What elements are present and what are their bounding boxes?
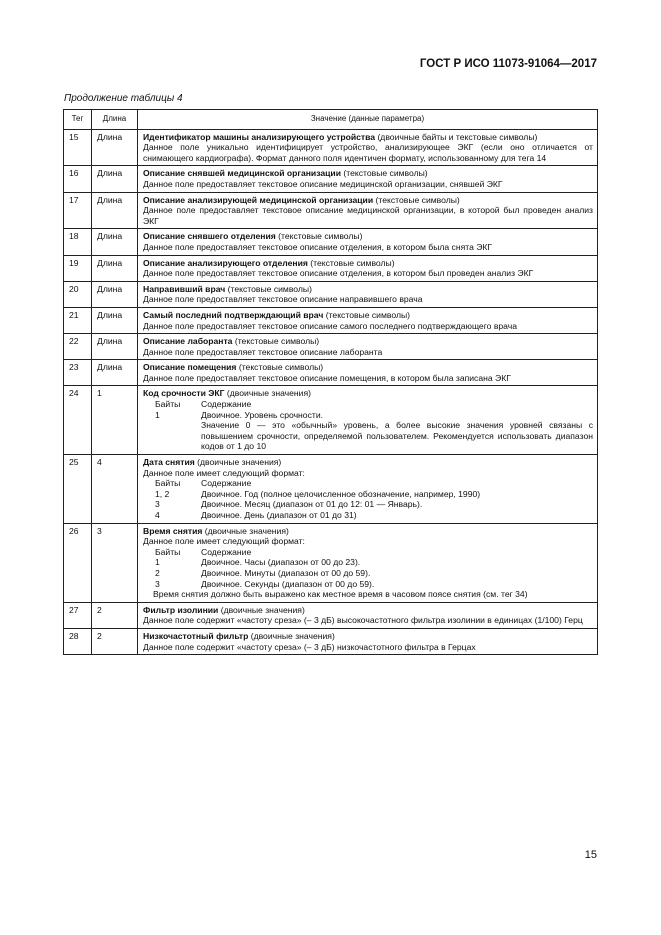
param-type: (текстовые символы)	[225, 283, 312, 294]
tag-cell: 16	[64, 166, 92, 192]
byte-content: Значение 0 — это «обычный» уровень, а более высокие значения уровней связаны с повышением срочности, определяемой пользователем. Рекомендуется использовать диапазон кодов от 1 до 10	[201, 420, 593, 452]
table-row	[64, 307, 598, 333]
length-cell: 2	[92, 602, 138, 628]
table-row	[64, 628, 598, 654]
value-cell	[138, 386, 598, 455]
length-cell: Длина	[92, 192, 138, 229]
length-cell: Длина	[92, 360, 138, 386]
tag-cell: 15	[64, 129, 92, 166]
format-note: Время снятия должно быть выражено как местное время в часовом поясе снятия (см. тег 34)	[153, 589, 528, 600]
param-type: (двоичные значения)	[202, 525, 289, 536]
tag-cell: 19	[64, 255, 92, 281]
byte-format-table	[153, 478, 593, 520]
byte-index: 4	[155, 510, 160, 520]
tag-cell: 18	[64, 229, 92, 255]
param-name: Время снятия	[143, 525, 203, 536]
table-row	[64, 334, 598, 360]
table-row	[64, 255, 598, 281]
param-type: (двоичные значения)	[218, 604, 305, 615]
param-name: Описание снявшей медицинской организации	[143, 168, 341, 179]
value-cell	[138, 455, 598, 524]
tag-cell: 28	[64, 628, 92, 654]
param-type: (текстовые символы)	[307, 257, 395, 268]
format-intro: Данное поле имеет следующий формат:	[143, 536, 305, 547]
byte-index	[153, 420, 201, 452]
document-code: ГОСТ Р ИСО 11073-91064—2017	[419, 58, 597, 70]
tag-cell: 24	[64, 386, 92, 455]
value-cell	[138, 229, 598, 255]
param-name: Описание лаборанта	[143, 336, 233, 347]
tag-cell: 26	[64, 523, 92, 602]
param-name: Низкочастотный фильтр	[143, 630, 249, 641]
param-description: Данное поле предоставляет текстовое описание направившего врача	[143, 294, 423, 305]
table-row	[64, 129, 598, 166]
tag-cell: 17	[64, 192, 92, 229]
byte-content: Двоичное. Месяц (диапазон от 01 до 12: 01 — Январь).	[201, 499, 423, 510]
table-row	[64, 166, 598, 192]
byte-format-table	[153, 547, 593, 589]
param-type: (двоичные значения)	[194, 457, 282, 468]
byte-index: 3	[155, 499, 160, 510]
length-cell: 1	[92, 386, 138, 455]
byte-content: Двоичное. Год (полное целочисленное обозначение, например, 1990)	[201, 488, 481, 499]
table-header-row	[64, 110, 598, 130]
param-description: Данное поле предоставляет текстовое описание медицинской организации, в которой был проведен анализ ЭКГ	[143, 205, 593, 226]
bytes-column-label: Байты	[155, 399, 181, 410]
content-column-label: Содержание	[201, 478, 252, 489]
byte-index: 3	[155, 578, 160, 589]
length-cell: Длина	[92, 255, 138, 281]
bytes-column-label: Байты	[155, 478, 181, 489]
length-cell: Длина	[92, 307, 138, 333]
table-row	[64, 386, 598, 455]
param-description: Данное поле предоставляет текстовое описание отделения, в котором была снята ЭКГ	[143, 241, 493, 252]
tag-cell: 25	[64, 455, 92, 524]
value-cell	[138, 628, 598, 654]
tag-cell: 27	[64, 602, 92, 628]
header-length: Длина	[92, 110, 138, 130]
param-type: (текстовые символы)	[236, 362, 324, 373]
table-row	[64, 192, 598, 229]
length-cell: Длина	[92, 334, 138, 360]
param-name: Описание анализирующего отделения	[143, 257, 308, 268]
byte-index: 2	[155, 567, 160, 578]
value-cell	[138, 360, 598, 386]
byte-content: Двоичное. Минуты (диапазон от 00 до 59).	[201, 567, 371, 578]
byte-index: 1	[155, 557, 160, 568]
byte-content: Двоичное. Уровень срочности.	[201, 409, 324, 420]
header-tag: Тег	[64, 110, 92, 130]
bytes-column-label: Байты	[155, 546, 181, 557]
value-cell	[138, 166, 598, 192]
format-intro: Данное поле имеет следующий формат:	[143, 467, 305, 478]
table-row	[64, 523, 598, 602]
tag-cell: 23	[64, 360, 92, 386]
param-type: (текстовые символы)	[323, 309, 410, 320]
length-cell: 4	[92, 455, 138, 524]
content-column-label: Содержание	[201, 399, 252, 410]
tag-cell: 21	[64, 307, 92, 333]
param-description: Данное поле содержит «частоту среза» (– 3 дБ) высокочастотного фильтра изолинии в единицах (1/100) Герц	[143, 615, 583, 626]
length-cell: 2	[92, 628, 138, 654]
param-description: Данное поле уникально идентифицирует устройство, анализирующее ЭКГ (если оно отличается от снимающего кардиографа). Формат данного поля идентичен формату, использованному для тега 14	[143, 142, 593, 163]
value-cell	[138, 281, 598, 307]
length-cell: Длина	[92, 229, 138, 255]
table-row	[64, 455, 598, 524]
length-cell: Длина	[92, 166, 138, 192]
table-caption: Продолжение таблицы 4	[64, 93, 183, 104]
value-cell	[138, 307, 598, 333]
param-description: Данное поле предоставляет текстовое описание медицинской организации, снявшей ЭКГ	[143, 178, 503, 189]
param-name: Идентификатор машины анализирующего устройства	[143, 131, 376, 142]
value-cell	[138, 602, 598, 628]
param-name: Описание снявшего отделения	[143, 231, 276, 242]
tag-cell: 20	[64, 281, 92, 307]
byte-content: Двоичное. День (диапазон от 01 до 31)	[201, 510, 357, 520]
content-column-label: Содержание	[201, 546, 252, 557]
header-value: Значение (данные параметра)	[138, 110, 598, 130]
param-description: Данное поле предоставляет текстовое описание лаборанта	[143, 346, 383, 357]
param-description: Данное поле предоставляет текстовое описание самого последнего подтверждающего врача	[143, 320, 518, 331]
param-name: Описание помещения	[143, 362, 237, 373]
param-name: Описание анализирующей медицинской организации	[143, 194, 374, 205]
param-type: (текстовые символы)	[232, 336, 320, 347]
page-number: 15	[584, 849, 597, 861]
param-description: Данное поле предоставляет текстовое описание помещения, в котором была записана ЭКГ	[143, 372, 511, 383]
length-cell: Длина	[92, 281, 138, 307]
parameters-table	[63, 109, 598, 655]
length-cell: Длина	[92, 129, 138, 166]
param-name: Направивший врач	[143, 283, 226, 294]
byte-content: Двоичное. Часы (диапазон от 00 до 23).	[201, 557, 361, 568]
value-cell	[138, 255, 598, 281]
param-type: (текстовые символы)	[340, 168, 428, 179]
param-name: Самый последний подтверждающий врач	[143, 309, 324, 320]
param-type: (текстовые символы)	[373, 194, 460, 205]
value-cell	[138, 192, 598, 229]
byte-index: 1	[155, 409, 160, 420]
length-cell: 3	[92, 523, 138, 602]
param-type: (двоичные значения)	[248, 630, 335, 641]
tag-cell: 22	[64, 334, 92, 360]
param-name: Код срочности ЭКГ	[143, 388, 225, 399]
value-cell	[138, 523, 598, 602]
table-row	[64, 602, 598, 628]
param-name: Дата снятия	[143, 457, 195, 468]
table-row	[64, 360, 598, 386]
table-row	[64, 281, 598, 307]
table-row	[64, 229, 598, 255]
param-type: (двоичные байты и текстовые символы)	[375, 131, 538, 142]
byte-format-table	[153, 399, 593, 452]
byte-content: Двоичное. Секунды (диапазон от 00 до 59).	[201, 578, 375, 589]
param-description: Данное поле предоставляет текстовое описание отделения, в котором был проведен анализ ЭКГ	[143, 268, 534, 279]
param-type: (текстовые символы)	[275, 231, 363, 242]
value-cell	[138, 129, 598, 166]
value-cell	[138, 334, 598, 360]
param-type: (двоичные значения)	[224, 388, 311, 399]
param-description: Данное поле содержит «частоту среза» (– 3 дБ) низкочастотного фильтра в Герцах	[143, 641, 476, 652]
byte-index: 1, 2	[155, 488, 170, 499]
param-name: Фильтр изолинии	[143, 604, 219, 615]
